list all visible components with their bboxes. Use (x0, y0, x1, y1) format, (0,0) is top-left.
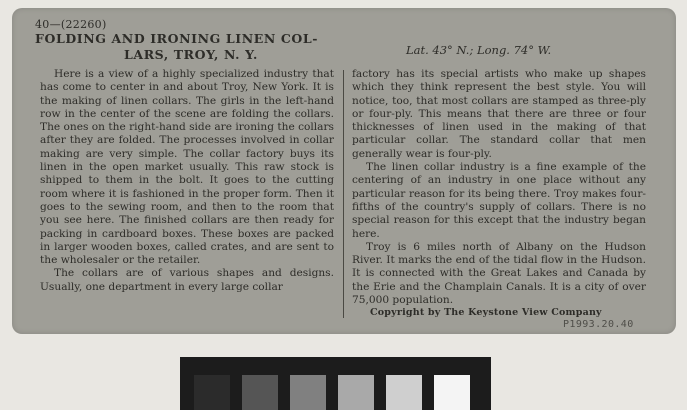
gray-patch (242, 375, 278, 410)
text-column-right (352, 68, 646, 307)
gray-patch (434, 375, 470, 410)
stereoview-card-back (12, 8, 676, 334)
card-title-line-2: LARS, TROY, N. Y. (124, 47, 258, 62)
gray-scale-target (180, 357, 491, 410)
card-title-line-1: FOLDING AND IRONING LINEN COL- (35, 31, 319, 46)
gray-patch (290, 375, 326, 410)
gray-patch (386, 375, 422, 410)
text-column-left (40, 68, 334, 294)
copyright-line: Copyright by The Keystone View Company (370, 307, 602, 318)
paragraph: Here is a view of a highly specialized industry that has come to center in and about Troy, New York. It is the making of linen collars. The girls in the left-hand row in the center of the scene are folding the collars. The ones on the right-hand side are ironing the collars after they are folded. The processes involved in collar making are very simple. The collar factory buys its linen in the open market usually. This raw stock is shipped to them in the bolt. It goes to the cutting room where it is fashioned in the proper form. Then it goes to the sewing room, and then to the room that you see here. The finished collars are then ready for packing in cardboard boxes. These boxes are packed in larger wooden boxes, called crates, and are sent to the wholesaler or the retailer. (40, 68, 334, 267)
lat-long: Lat. 43° N.; Long. 74° W. (406, 43, 552, 57)
paragraph: The linen collar industry is a fine example of the centering of an industry in one place without any particular reason for its being there. Troy makes four-fifths of the country's supply of collars. There is no special reason for this except that the industry began here. (352, 161, 646, 240)
paragraph: factory has its special artists who make up shapes which they think represent the best style. You will notice, too, that most collars are stamped as three-ply or four-ply. This means that there are three or four thicknesses of linen used in the making of that particular collar. The standard collar that men generally wear is four-ply. (352, 68, 646, 160)
paragraph: The collars are of various shapes and designs. Usually, one department in every large collar (40, 267, 334, 293)
gray-patch (338, 375, 374, 410)
gray-patch (194, 375, 230, 410)
accession-number: P1993.20.40 (563, 319, 634, 330)
card-number: 40—(22260) (35, 18, 107, 31)
column-divider (343, 70, 344, 318)
paragraph: Troy is 6 miles north of Albany on the Hudson River. It marks the end of the tidal flow in the Hudson. It is connected with the Great Lakes and Canada by the Erie and the Champlain Canals. It is a city of over 75,000 population. (352, 240, 646, 307)
